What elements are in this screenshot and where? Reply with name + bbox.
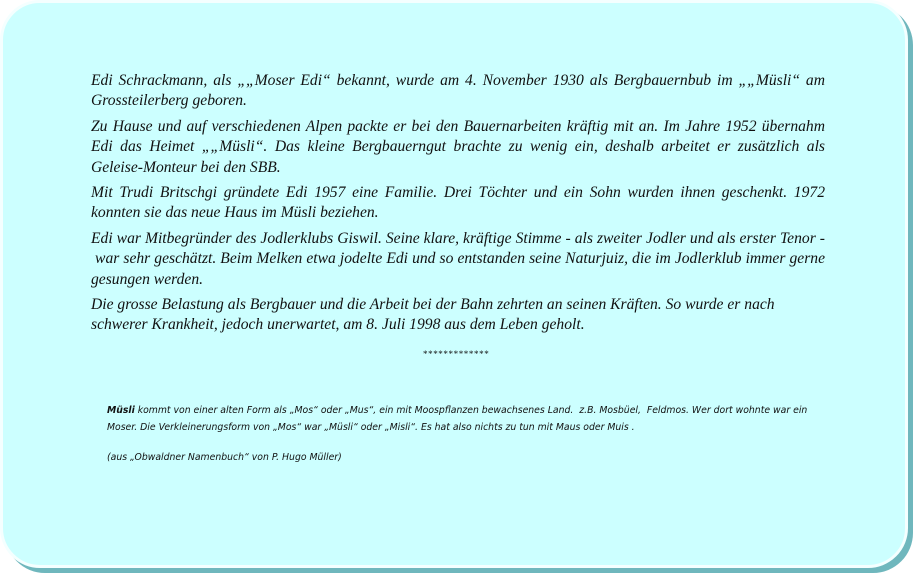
separator-stars: ************* [423,349,490,359]
biography-text [91,71,825,341]
note-term: Müsli [107,405,135,416]
biography-paragraph: Die grosse Belastung als Bergbauer und die Arbeit bei der Bahn zehrten an seinen Kräften. So wurde er nach schwerer Krankheit, jedoch unerwartet, am 8. Juli 1998 aus dem Leben geholt. [91,296,775,334]
biography-paragraph: Edi Schrackmann, als „„Moser Edi“ bekannt, wurde am 4. November 1930 als Bergbauernbub im „„Müsli“ am Grossteilerberg geboren. [91,72,825,110]
biography-paragraph: Zu Hause und auf verschiedenen Alpen packte er bei den Bauernarbeiten kräftig mit an. Im Jahre 1952 übernahm Edi das Heimet „„Müsli“. Das kleine Bergbauerngut brachte zu wenig ein, deshalb arbeitet er zusätzlich als Geleise-Monteur bei den SBB. [91,117,825,176]
name-origin-note [107,403,827,467]
note-source: (aus „Obwaldner Namenbuch“ von P. Hugo Müller) [107,452,342,463]
note-definition: kommt von einer alten Form als „Mos“ oder „Mus“, ein mit Moospflanzen bewachsenes Land. z.B. Mosbüel, Feldmos. Wer dort wohnte war ein Moser. Die Verkleinerungsform von „Mos“ war „Müsli“ oder „Misli“. Es hat also nichts zu tun mit Maus oder Muis . [107,405,808,433]
biography-paragraph: Mit Trudi Britschgi gründete Edi 1957 eine Familie. Drei Töchter und ein Sohn wurden ihnen geschenkt. 1972 konnten sie das neue Haus im Müsli beziehen. [91,184,825,222]
biography-paragraph: Edi war Mitbegründer des Jodlerklubs Giswil. Seine klare, kräftige Stimme - als zweiter Jodler und als erster Tenor - war sehr geschätzt. Beim Melken etwa jodelte Edi und so entstanden seine Naturjuiz, die im Jodlerklub immer gerne gesungen werden. [91,229,825,288]
note-text [107,403,827,436]
